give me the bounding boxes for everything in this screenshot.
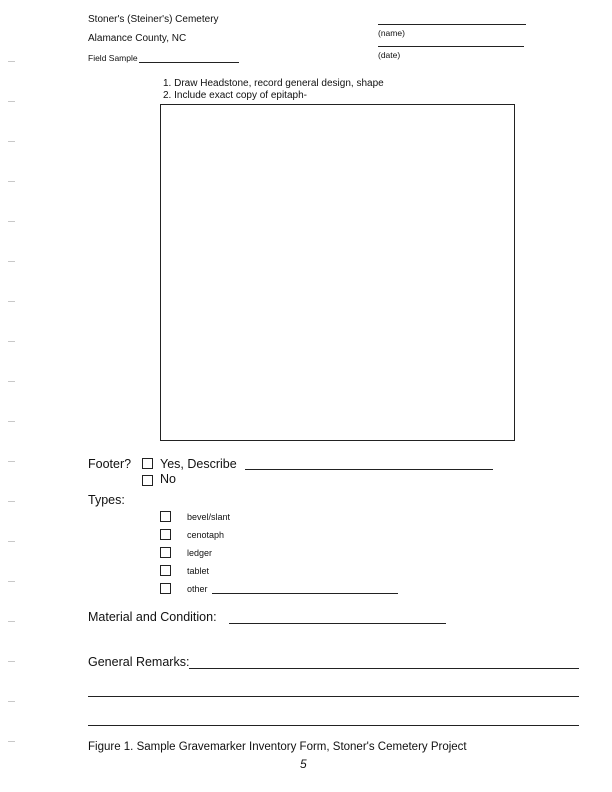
instruction-epitaph: 2. Include exact copy of epitaph- (163, 90, 307, 101)
general-remarks-input-2[interactable] (88, 696, 579, 697)
name-input[interactable] (378, 24, 526, 25)
type-other-checkbox[interactable] (160, 583, 171, 594)
margin-tick (8, 461, 15, 462)
types-label: Types: (88, 493, 125, 507)
material-condition-input[interactable] (229, 623, 446, 624)
general-remarks-input-3[interactable] (88, 725, 579, 726)
type-other-input[interactable] (212, 593, 398, 594)
type-other-label: other (187, 584, 208, 594)
type-cenotaph-checkbox[interactable] (160, 529, 171, 540)
type-bevel-slant-checkbox[interactable] (160, 511, 171, 522)
general-remarks-label: General Remarks: (88, 655, 190, 669)
headstone-drawing-area[interactable] (160, 104, 515, 441)
margin-tick (8, 341, 15, 342)
margin-tick (8, 181, 15, 182)
cemetery-title: Stoner's (Steiner's) Cemetery (88, 14, 219, 25)
type-tablet-checkbox[interactable] (160, 565, 171, 576)
margin-tick (8, 741, 15, 742)
footer-no-checkbox[interactable] (142, 475, 153, 486)
margin-tick (8, 61, 15, 62)
footer-yes-checkbox[interactable] (142, 458, 153, 469)
margin-tick (8, 221, 15, 222)
margin-tick (8, 701, 15, 702)
field-sample-input[interactable] (139, 62, 239, 63)
margin-tick (8, 301, 15, 302)
field-sample-label: Field Sample (88, 53, 138, 63)
footer-question-label: Footer? (88, 457, 132, 471)
margin-tick (8, 261, 15, 262)
margin-tick (8, 621, 15, 622)
instruction-draw: 1. Draw Headstone, record general design, shape (163, 78, 384, 89)
page-number: 5 (300, 757, 307, 771)
margin-tick (8, 421, 15, 422)
footer-yes-label: Yes, Describe (160, 457, 237, 471)
date-input[interactable] (378, 46, 524, 47)
margin-tick (8, 101, 15, 102)
date-label: (date) (378, 50, 401, 60)
margin-tick (8, 501, 15, 502)
margin-tick (8, 581, 15, 582)
margin-tick (8, 381, 15, 382)
figure-caption: Figure 1. Sample Gravemarker Inventory Form, Stoner's Cemetery Project (88, 741, 467, 753)
material-condition-label: Material and Condition: (88, 610, 217, 624)
footer-no-label: No (160, 472, 176, 486)
margin-tick (8, 141, 15, 142)
type-ledger-label: ledger (187, 548, 213, 558)
general-remarks-input-1[interactable] (189, 668, 579, 669)
type-ledger-checkbox[interactable] (160, 547, 171, 558)
margin-tick (8, 661, 15, 662)
type-cenotaph-label: cenotaph (187, 530, 225, 540)
name-label: (name) (378, 28, 405, 38)
type-bevel-slant-label: bevel/slant (187, 512, 231, 522)
margin-tick (8, 541, 15, 542)
county-label: Alamance County, NC (88, 33, 187, 44)
footer-describe-input[interactable] (245, 469, 493, 470)
type-tablet-label: tablet (187, 566, 210, 576)
